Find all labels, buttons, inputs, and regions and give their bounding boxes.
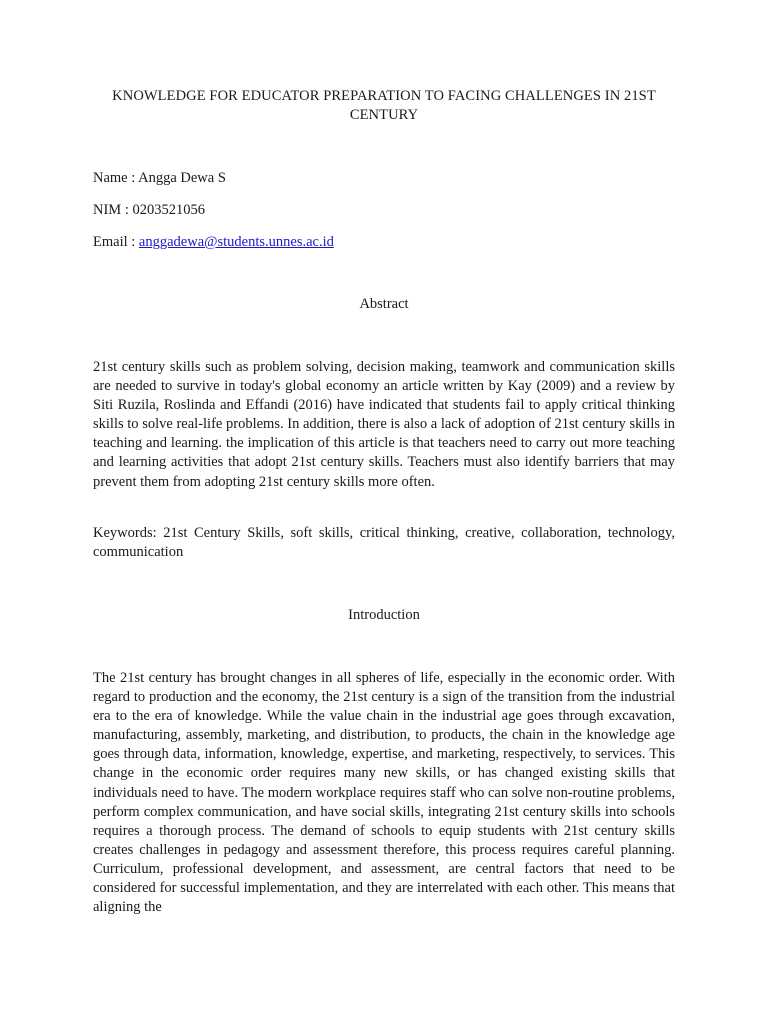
email-link[interactable]: anggadewa@students.unnes.ac.id — [138, 234, 334, 250]
author-email-line — [93, 233, 334, 251]
document-title: KNOWLEDGE FOR EDUCATOR PREPARATION TO FACING CHALLENGES IN 21ST CENTURY — [112, 88, 656, 123]
abstract-paragraph: 21st century skills such as problem solving, decision making, teamwork and communication skills are needed to survive in today's global economy an article written by Kay (2009) and a review by Siti Ruzila, Roslinda and Effandi (2016) have indicated that students fail to apply critical thinking skills to solve real-life problems. In addition, there is also a lack of adoption of 21st century skills in teaching and learning. the implication of this article is that teachers need to carry out more teaching and learning activities that adopt 21st century skills. Teachers must also identify barriers that may prevent them from adopting 21st century skills more often. — [93, 359, 675, 490]
author-nim: NIM : 0203521056 — [93, 202, 205, 218]
introduction-heading: Introduction — [348, 607, 420, 623]
abstract-heading: Abstract — [359, 296, 409, 312]
introduction-paragraph: The 21st century has brought changes in all spheres of life, especially in the economic order. With regard to production and the economy, the 21st century is a sign of the transition from the industrial era to the era of knowledge. While the value chain in the industrial age goes through excavation, manufacturing, assembly, marketing, and distribution, to products, the chain in the knowledge age goes through data, information, knowledge, expertise, and marketing, respectively, to services. This change in the economic order requires many new skills, or has changed existing skills that individuals need to have. The modern workplace requires staff who can solve non-routine problems, perform complex communication, and have social skills, integrating 21st century skills into schools requires a thorough process. The demand of schools to equip students with 21st century skills creates challenges in pedagogy and assessment therefore, this process requires careful planning. Curriculum, professional development, and assessment, are central factors that need to be considered for successful implementation, and they are interrelated with each other. This means that aligning the — [93, 670, 675, 916]
keywords-paragraph: Keywords: 21st Century Skills, soft skills, critical thinking, creative, collaboration, technology, communication — [93, 525, 675, 561]
email-label: Email : — [93, 234, 139, 250]
author-name: Name : Angga Dewa S — [93, 170, 226, 186]
